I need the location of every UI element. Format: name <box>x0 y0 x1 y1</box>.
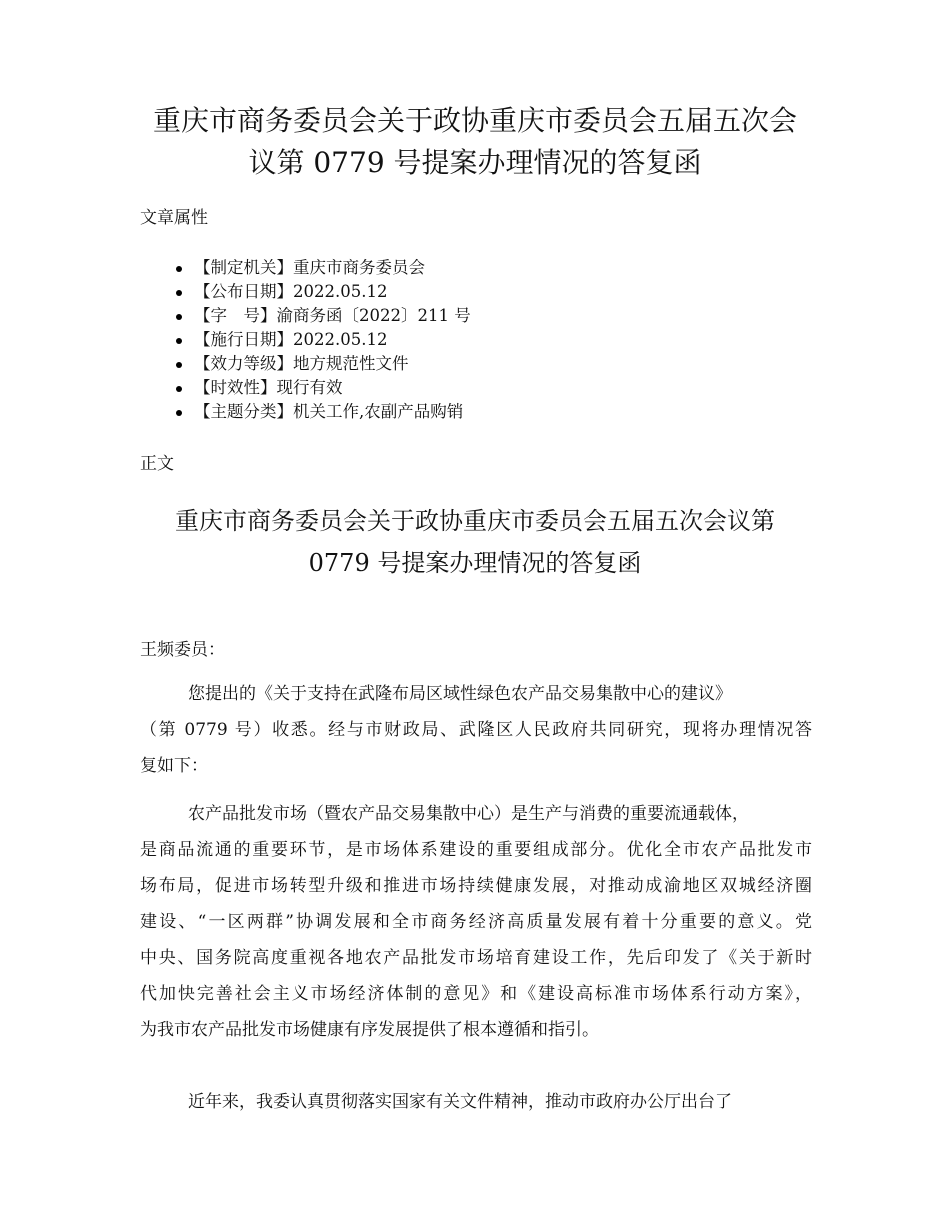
attribute-item: 【字 号】渝商务函〔2022〕211 号 <box>140 304 471 328</box>
attributes-list <box>140 256 471 424</box>
paragraph-line: 复如下： <box>140 756 208 776</box>
attribute-item: 【施行日期】2022.05.12 <box>140 328 471 352</box>
paragraph-line: 近年来，我委认真贯彻落实国家有关文件精神，推动市政府办公厅出台了 <box>188 1092 732 1112</box>
paragraph-2 <box>140 796 812 1048</box>
paragraph-line: 是商品流通的重要环节，是市场体系建设的重要组成部分。优化全市农产品批发市 <box>140 840 812 860</box>
attribute-item: 【公布日期】2022.05.12 <box>140 280 471 304</box>
attribute-item: 【效力等级】地方规范性文件 <box>140 352 471 376</box>
bullet-icon <box>176 410 182 416</box>
paragraph-line: 为我市农产品批发市场健康有序发展提供了根本遵循和指引。 <box>140 1020 599 1040</box>
bullet-icon <box>176 338 182 344</box>
attribute-item: 【时效性】现行有效 <box>140 376 471 400</box>
paragraph-line: 农产品批发市场（暨农产品交易集散中心）是生产与消费的重要流通载体， <box>188 804 749 824</box>
document-title <box>120 100 830 184</box>
paragraph-line: 您提出的《关于支持在武隆布局区域性绿色农产品交易集散中心的建议》 <box>188 684 732 704</box>
bullet-icon <box>176 362 182 368</box>
document-title-line: 议第 0779 号提案办理情况的答复函 <box>248 146 702 179</box>
paragraph-1 <box>140 676 812 784</box>
paragraph-3 <box>140 1084 812 1120</box>
body-title-line: 0779 号提案办理情况的答复函 <box>308 549 642 577</box>
paragraph-line: （第 0779 号）收悉。经与市财政局、武隆区人民政府共同研究，现将办理情况答 <box>140 720 812 740</box>
paragraph-line: 建设、“一区两群”协调发展和全市商务经济高质量发展有着十分重要的意义。党 <box>140 912 812 932</box>
body-title-line: 重庆市商务委员会关于政协重庆市委员会五届五次会议第 <box>175 507 775 535</box>
body-heading: 正文 <box>140 454 174 474</box>
paragraph-line: 场布局，促进市场转型升级和推进市场持续健康发展，对推动成渝地区双城经济圈 <box>140 876 812 896</box>
body-title <box>140 500 810 584</box>
attribute-item: 【主题分类】机关工作,农副产品购销 <box>140 400 471 424</box>
attributes-heading: 文章属性 <box>140 208 208 228</box>
paragraph-line: 代加快完善社会主义市场经济体制的意见》和《建设高标准市场体系行动方案》， <box>140 984 812 1004</box>
bullet-icon <box>176 290 182 296</box>
salutation: 王频委员： <box>140 640 225 660</box>
bullet-icon <box>176 386 182 392</box>
document-title-line: 重庆市商务委员会关于政协重庆市委员会五届五次会 <box>152 104 797 137</box>
bullet-icon <box>176 314 182 320</box>
bullet-icon <box>176 266 182 272</box>
attribute-item: 【制定机关】重庆市商务委员会 <box>140 256 471 280</box>
paragraph-line: 中央、国务院高度重视各地农产品批发市场培育建设工作，先后印发了《关于新时 <box>140 948 812 968</box>
